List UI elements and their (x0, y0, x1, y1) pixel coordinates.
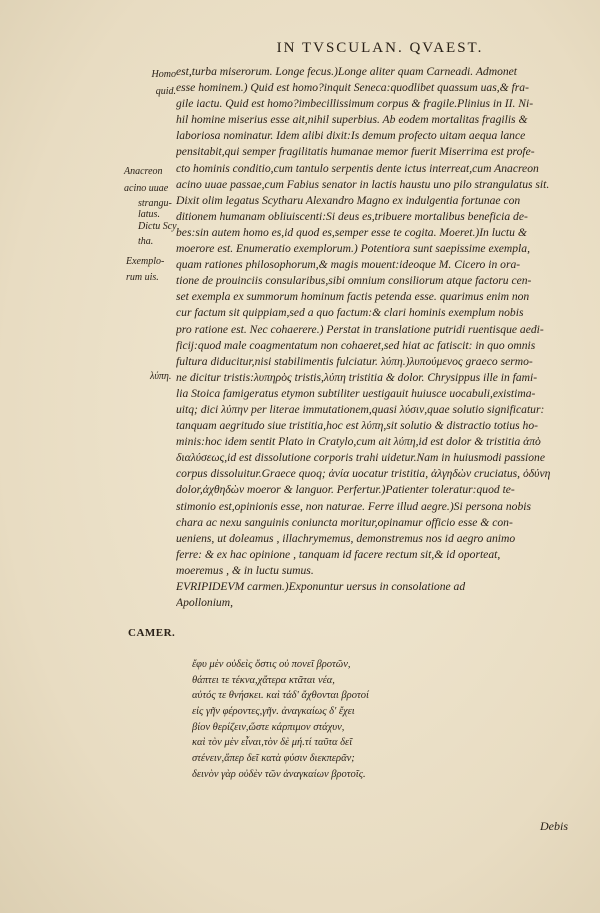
text-line: quam rationes philosophorum,& magis mouent:ideoque M. Cicero in ora- (176, 258, 521, 272)
text-line: ficij:quod male coagmentatum non cohaeret,sed hiat ac fatiscit: in quo omnis (176, 338, 536, 352)
text-line: acino uuae passae,cum Fabius senator in lactis haustu uno pilo strangulatus sit. (176, 177, 550, 191)
text-line: set exempla ex summorum hominum factis petenda esse. quarimus enim non (176, 290, 530, 304)
text-line: Dixit olim legatus Scytharu Alexandro Magno ex indulgentia fortunae con (176, 193, 521, 207)
text-line: hil homine miserius esse ait,nihil superbius. Ab eodem mortalitas fragilis & (176, 113, 528, 127)
text-line: bes:sin autem homo es,id quod es,semper esse te cogita. Moeret.)In luctu & (176, 225, 527, 239)
text-line: ditionem humanam obliuiscenti:Si deus es,tribuere mortalibus beneficia de- (176, 209, 528, 223)
margin-note: tha. (138, 236, 154, 247)
catchword: Debis (540, 819, 568, 833)
margin-note: Dictu Scy (138, 221, 177, 232)
margin-note: latus. (138, 209, 160, 220)
text-line: uitq; dici λύπην per literae immutationem,quasi λύσιν,quae solutio significatur: (176, 402, 545, 416)
text-line: minis:hoc idem sentit Plato in Cratylo,cum ait λύπη,id est dolor & tristitia ἀπὸ (176, 435, 541, 449)
text-line: tanquam aegritudo siue tristitia,hoc est λύπη,sit solutio & distractio totius ho- (176, 419, 538, 433)
margin-note: λύπη. (150, 371, 172, 382)
text-line: gile iactu. Quid est homo?imbecillissimum corpus & fragile.Plinius in II. Ni- (176, 97, 534, 111)
text-line: est,turba miserorum. Longe fecus.)Longe aliter quam Carneadi. Admonet (176, 65, 518, 78)
margin-note: quid. (155, 86, 176, 97)
text-line: fultura diducitur,nisi stabilimentis fulciatur. λύπη.)λυπούμενος graeco sermo- (176, 354, 533, 368)
verse-line: ἔφυ μὲν οὐδεὶς ὅστις οὐ πονεῖ βροτῶν, (192, 659, 351, 670)
commentary-text (176, 64, 571, 611)
text-line: pro ratione est. Nec cohaerere.) Perstat in translatione putridi ruentisque aedi- (176, 322, 544, 336)
text-line: stimonio est,opinionis esse, non naturae. Ferre illud aegre.)Si persona nobis (176, 499, 531, 513)
text-line: moeremus , & in luctu sumus. (176, 563, 314, 577)
margin-note: Homo (151, 69, 176, 80)
margin-label-camer: CAMER. (128, 627, 176, 639)
text-line: chara ac nexu sanguinis coniuncta moritur,opinamur officio esse & con- (176, 515, 513, 529)
text-line: ueniens, ut doleamus , illachrymemus, demonstremus nos id aegro animo (176, 531, 516, 545)
text-line: ferre: & ex hac opinione , tanquam id facere rectum sit,& id oporteat, (176, 547, 501, 561)
text-line: laboriosa nominatur. Idem alibi dixit:Is demum profecto uitam aequa lance (176, 129, 526, 143)
text-line: EVRIPIDEVM carmen.)Exponuntur uersus in consolatione ad (176, 580, 466, 593)
text-line: lia Stoica famigeratus etymon subtiliter uestigauit huiusce uocabuli,existima- (176, 386, 536, 400)
text-line: cur factum sit quippiam,sed a quo factum:& clari hominis exemplum nobis (176, 306, 524, 320)
verse-line: καὶ τὸν μὲν εἶναι,τὸν δὲ μή.τί ταῦτα δεῖ (192, 737, 353, 749)
text-line: esse hominem.) Quid est homo?inquit Seneca:quodlibet quassum uas,& fra- (176, 81, 529, 95)
margin-note: rum uis. (126, 272, 159, 283)
text-line: cto hominis conditio,cum tantulo serpentis dente ictus interreat,cum Anacreon (176, 161, 539, 175)
margin-note: Anacreon (124, 166, 163, 177)
running-header: IN TVSCULAN. QVAEST. (276, 40, 484, 56)
text-line: ne dicitur tristis:λυπηρὸς tristis,λύπη tristitia & dolor. Chrysippus ille in fami- (176, 370, 538, 384)
text-line: pensitabit,qui semper fragilitatis humanae memor fuerit Miserrima est profe- (176, 145, 535, 159)
text-line: tione de prouinciis consularibus,sibi omnium consiliorum atque factoru cen- (176, 274, 532, 288)
verse-line: στένειν,ἅπερ δεῖ κατὰ φύσιν διεκπερᾶν; (192, 753, 355, 765)
verse-line: εἰς γῆν φέροντες,γῆν. ἀναγκαίως δ' ἔχει (192, 706, 355, 718)
verse-line: δεινὸν γὰρ οὐδὲν τῶν ἀναγκαίων βροτοῖς. (192, 768, 366, 780)
text-line: διαλύσεως,id est dissolutione corporis trahi uidetur.Nam in huiusmodi passione (176, 451, 545, 465)
text-line: moerore est. Enumeratio exemplorum.) Potentiora sunt saepissime exempla, (176, 242, 530, 256)
margin-note: strangu- (138, 198, 172, 209)
verse-line: αὐτός τε θνήσκει. καὶ τάδ' ἄχθονται βροτοί (192, 690, 369, 702)
text-line: Apollonium, (176, 596, 234, 610)
greek-verse-block (192, 657, 552, 783)
text-line: dolor,ἀχθηδὼν moeror & languor. Perfertur.)Patienter toleratur:quod te- (176, 483, 515, 497)
margin-note: Exemplo- (126, 256, 165, 267)
verse-line: θάπτει τε τέκνα,χἄτερα κτᾶται νέα, (192, 674, 335, 686)
text-line: corpus dissoluitur.Graece quoq; ἀνία uocatur tristitia, ἀλγηδὼν cruciatus, ὀδύνη (176, 467, 551, 481)
margin-note: acino uuae (124, 183, 169, 194)
verse-line: βίον θερίζειν,ὥστε κάρπιμον στάχυν, (192, 721, 345, 733)
